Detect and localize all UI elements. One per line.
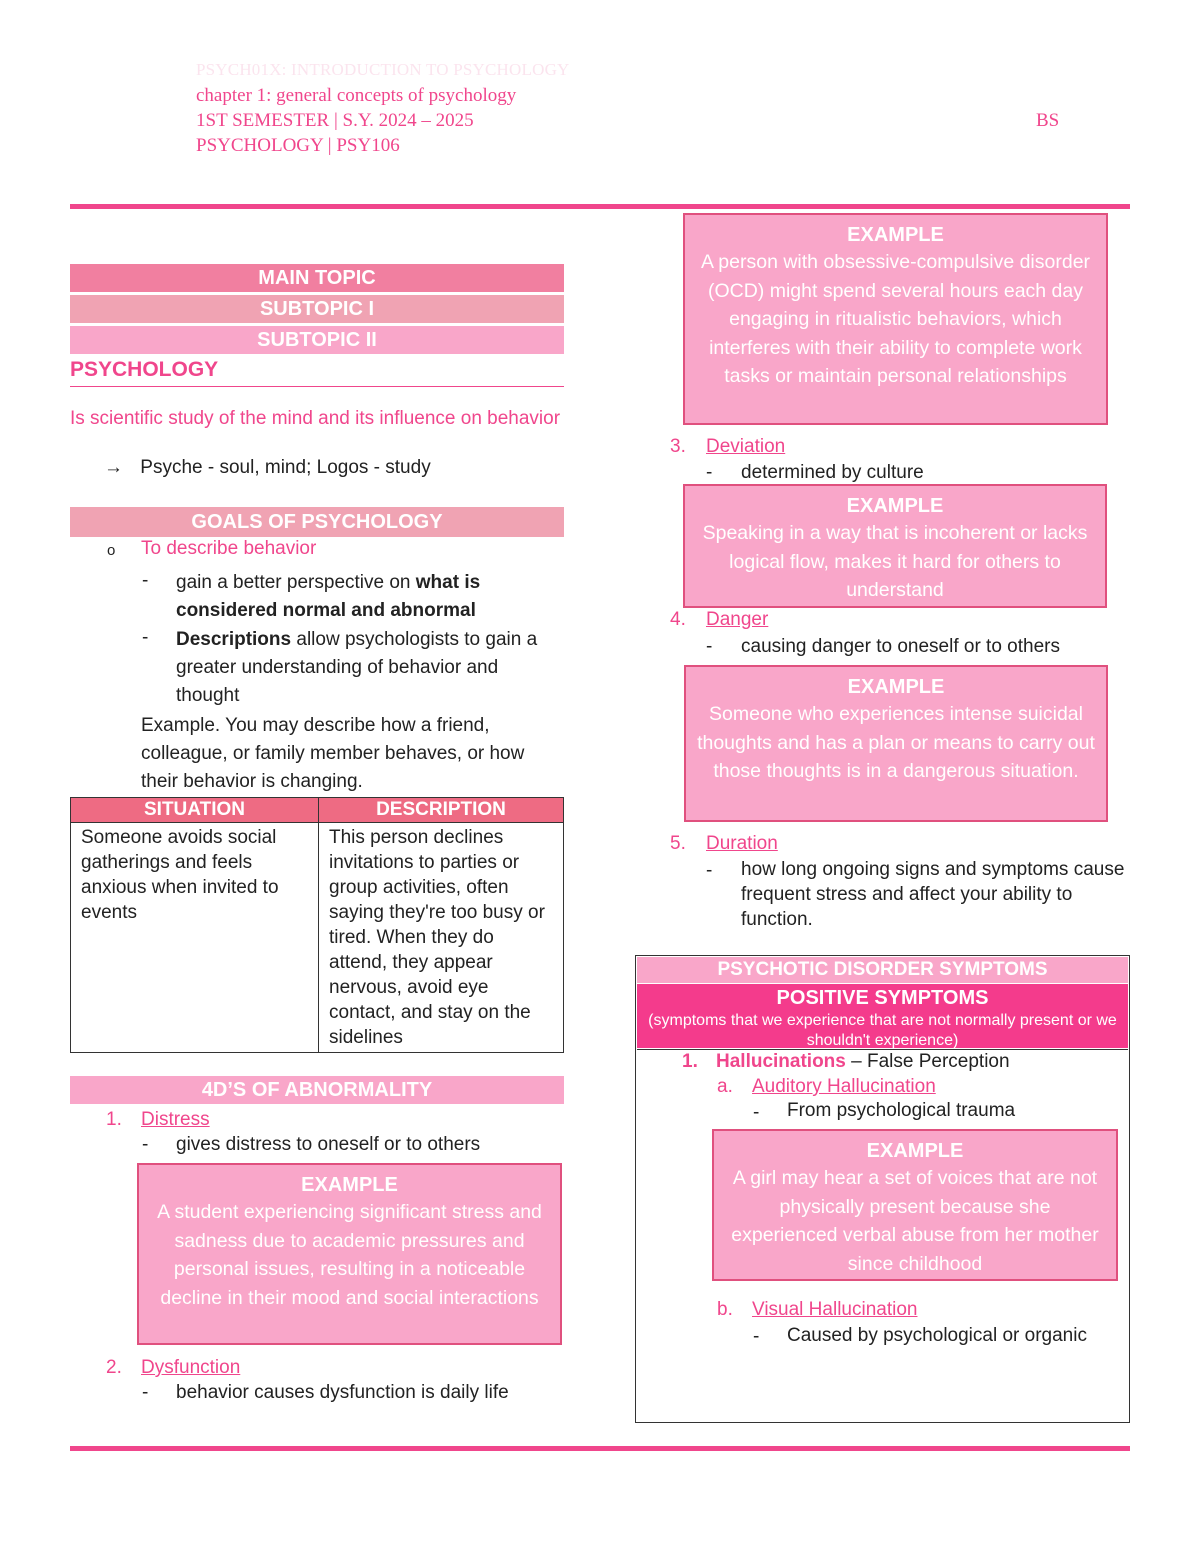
divider bbox=[637, 1049, 1128, 1050]
danger-desc: causing danger to oneself or to others bbox=[741, 636, 1060, 657]
example-text: Someone who experiences intense suicidal thoughts and has a plan or means to carry out those thoughts is in a dangerous situation. bbox=[697, 703, 1095, 782]
hallucinations-term: Hallucinations bbox=[716, 1051, 846, 1072]
dash-bullet: - bbox=[706, 860, 713, 881]
dysfunction-desc: behavior causes dysfunction is daily life bbox=[176, 1382, 509, 1403]
hallucinations-heading bbox=[716, 1051, 1010, 1073]
positive-symptoms-subtitle: (symptoms that we experience that are not normally present or we shouldn't experience) bbox=[648, 1012, 1117, 1049]
semester-line: 1ST SEMESTER | S.Y. 2024 – 2025 bbox=[196, 110, 474, 131]
deviation-desc: determined by culture bbox=[741, 462, 924, 483]
example-title: EXAMPLE bbox=[846, 495, 944, 517]
example-text: A person with obsessive-compulsive disorder (OCD) might spend several hours each day engaging in ritualistic behaviors, which interferes with their ability to complete work tasks or maintain personal relationships bbox=[700, 251, 1091, 387]
goal-point-1 bbox=[176, 569, 546, 625]
visual-hallucination: Visual Hallucination bbox=[752, 1299, 918, 1320]
psychotic-symptoms-title: PSYCHOTIC DISORDER SYMPTOMS bbox=[637, 957, 1128, 983]
course-title: PSYCH01X: INTRODUCTION TO PSYCHOLOGY bbox=[196, 60, 570, 79]
duration-desc: how long ongoing signs and symptoms cause frequent stress and affect your ability to function. bbox=[741, 859, 1125, 930]
table-cell-situation: Someone avoids social gatherings and feels anxious when invited to events bbox=[71, 823, 319, 1053]
list-number: 3. bbox=[670, 436, 686, 457]
dash-bullet: - bbox=[706, 636, 713, 657]
example-text: Speaking in a way that is incoherent or lacks logical flow, makes it hard for others to understand bbox=[702, 522, 1088, 601]
author-initials: BS bbox=[1036, 110, 1060, 131]
header-divider bbox=[70, 204, 1130, 209]
example-box-dysfunction bbox=[683, 213, 1108, 425]
legend-subtopic-1: SUBTOPIC I bbox=[70, 295, 564, 323]
example-title: EXAMPLE bbox=[847, 224, 944, 246]
list-number: 1. bbox=[682, 1051, 698, 1072]
legend-main-topic: MAIN TOPIC bbox=[70, 264, 564, 292]
dash-bullet: - bbox=[142, 570, 149, 591]
example-box-danger bbox=[684, 665, 1108, 822]
goal-point-2 bbox=[176, 626, 546, 710]
d-dysfunction: Dysfunction bbox=[141, 1357, 241, 1378]
d-distress: Distress bbox=[141, 1109, 210, 1130]
d-danger: Danger bbox=[706, 609, 769, 630]
table-header-situation: SITUATION bbox=[71, 798, 319, 823]
goal-describe-behavior: To describe behavior bbox=[141, 538, 317, 559]
example-box-distress bbox=[137, 1163, 562, 1345]
d-deviation: Deviation bbox=[706, 436, 786, 457]
footer-divider bbox=[70, 1446, 1130, 1451]
list-letter: a. bbox=[717, 1076, 733, 1097]
goal-point-2-text: allow psychologists to gain a greater understanding of behavior and thought bbox=[176, 629, 538, 706]
positive-symptoms-title: POSITIVE SYMPTOMS bbox=[776, 987, 989, 1009]
auditory-desc: From psychological trauma bbox=[787, 1100, 1016, 1121]
example-text: A student experiencing significant stress and sadness due to academic pressures and personal issues, resulting in a noticeable decline in their mood and social interactions bbox=[157, 1201, 542, 1309]
legend-subtopic-2: SUBTOPIC II bbox=[70, 326, 564, 354]
table-header-description: DESCRIPTION bbox=[319, 798, 564, 823]
list-number: 4. bbox=[670, 609, 686, 630]
list-number: 1. bbox=[106, 1109, 122, 1130]
visual-desc: Caused by psychological or organic bbox=[787, 1325, 1087, 1346]
table-cell-description: This person declines invitations to parties or group activities, often saying they're too busy or tired. When they do attend, they appear nervous, avoid eye contact, and stay on the sidelines bbox=[319, 823, 564, 1053]
etymology-text: Psyche - soul, mind; Logos - study bbox=[140, 457, 431, 478]
d-duration: Duration bbox=[706, 833, 778, 854]
example-box-deviation bbox=[683, 484, 1107, 608]
example-title: EXAMPLE bbox=[847, 676, 945, 698]
dash-bullet: - bbox=[706, 462, 713, 483]
etymology-line bbox=[104, 457, 431, 479]
table-row bbox=[71, 823, 564, 1053]
list-letter: b. bbox=[717, 1299, 733, 1320]
psychology-definition: Is scientific study of the mind and its influence on behavior bbox=[70, 408, 561, 429]
positive-symptoms-header bbox=[637, 984, 1128, 1048]
situation-table bbox=[70, 797, 564, 1053]
goal-point-2-bold: Descriptions bbox=[176, 629, 292, 650]
distress-desc: gives distress to oneself or to others bbox=[176, 1134, 481, 1155]
section-title-abnormality: 4D’S OF ABNORMALITY bbox=[70, 1076, 564, 1104]
goal-point-1-bold: what is considered normal and abnormal bbox=[176, 572, 481, 621]
section-title-goals: GOALS OF PSYCHOLOGY bbox=[70, 507, 564, 537]
dash-bullet: - bbox=[753, 1102, 760, 1123]
arrow-icon: → bbox=[104, 457, 123, 478]
dash-bullet: - bbox=[142, 627, 149, 648]
list-number: 5. bbox=[670, 833, 686, 854]
example-title: EXAMPLE bbox=[866, 1140, 964, 1162]
dash-bullet: - bbox=[142, 1134, 149, 1155]
goal-point-1-text: gain a better perspective on bbox=[176, 572, 416, 593]
auditory-hallucination: Auditory Hallucination bbox=[752, 1076, 936, 1097]
dash-bullet: - bbox=[142, 1382, 149, 1403]
section-title-psychology: PSYCHOLOGY bbox=[70, 358, 564, 387]
bullet-icon: o bbox=[107, 542, 116, 559]
dash-bullet: - bbox=[753, 1326, 760, 1347]
example-text: A girl may hear a set of voices that are not physically present because she experienced verbal abuse from her mother since childhood bbox=[731, 1167, 1099, 1275]
chapter-title: chapter 1: general concepts of psychology bbox=[196, 85, 517, 106]
hallucinations-definition: – False Perception bbox=[845, 1051, 1010, 1072]
goal-example: Example. You may describe how a friend, colleague, or family member behaves, or how their behavior is changing. bbox=[141, 715, 525, 792]
example-title: EXAMPLE bbox=[301, 1174, 398, 1196]
list-number: 2. bbox=[106, 1357, 122, 1378]
subject-line: PSYCHOLOGY | PSY106 bbox=[196, 135, 400, 156]
example-box-auditory bbox=[712, 1129, 1118, 1281]
